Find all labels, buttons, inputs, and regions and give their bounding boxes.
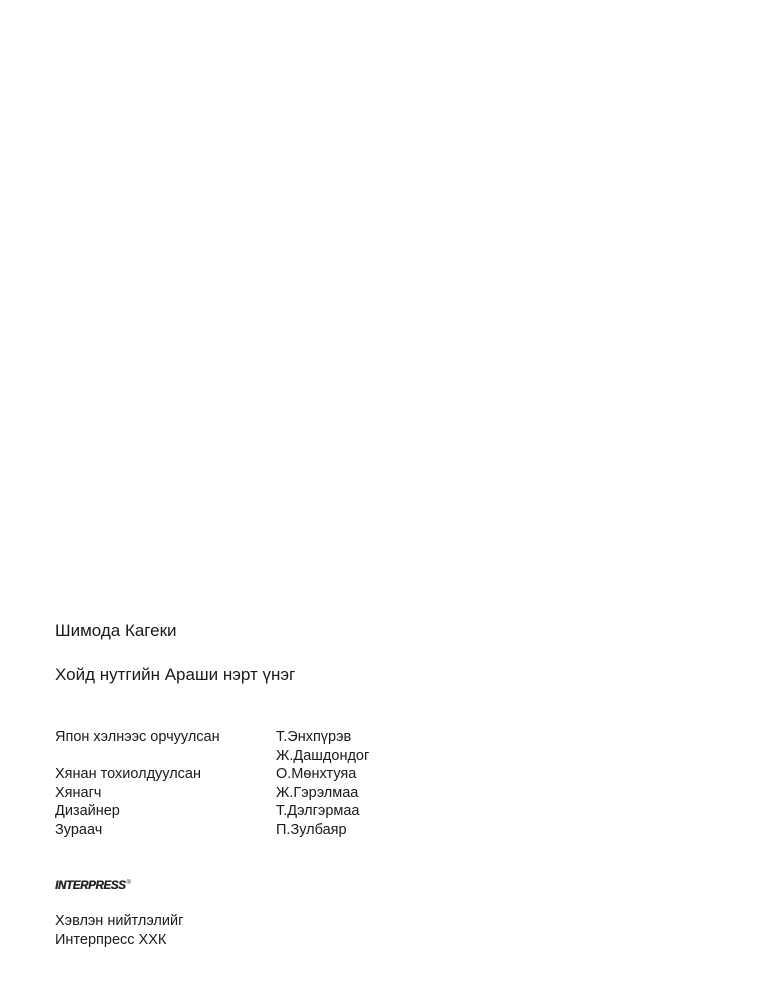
credit-role: Хянагч: [55, 784, 102, 801]
credit-row-translator: [55, 728, 369, 765]
interpress-logo: [55, 879, 131, 895]
credit-names: [276, 802, 360, 821]
registered-mark: ®: [126, 880, 131, 886]
credit-row-illustrator: [55, 821, 369, 840]
author-name: Шимода Кагеки: [55, 621, 177, 640]
credit-name: Ж.Дашдондог: [276, 747, 370, 764]
publisher-label: Хэвлэн нийтлэлийг: [55, 913, 184, 929]
credit-names: [276, 784, 358, 803]
publisher-name: Интерпресс ХХК: [55, 931, 167, 948]
credit-name: Т.Дэлгэрмаа: [276, 803, 360, 819]
credit-row-proofreader: [55, 765, 369, 784]
credit-name: Т.Энхпүрэв: [276, 729, 352, 745]
logo-text: INTERPRESS: [55, 880, 126, 892]
credit-row-designer: [55, 802, 369, 821]
credit-name: О.Мөнхтуяа: [276, 766, 357, 782]
credit-role: Япон хэлнээс орчуулсан: [55, 729, 220, 745]
credit-row-editor: [55, 784, 369, 803]
credit-name: П.Зулбаяр: [276, 821, 347, 838]
book-title: Хойд нутгийн Араши нэрт үнэг: [55, 665, 296, 684]
publisher-block: [55, 912, 183, 949]
credit-name: Ж.Гэрэлмаа: [276, 784, 359, 801]
credit-names: [276, 821, 347, 840]
credit-role: Дизайнер: [55, 803, 120, 819]
credit-role: Хянан тохиолдуулсан: [55, 766, 201, 782]
credits-block: [55, 728, 369, 839]
credit-names: [276, 765, 356, 784]
credit-names: [276, 728, 369, 765]
credit-role: Зураач: [55, 821, 103, 838]
